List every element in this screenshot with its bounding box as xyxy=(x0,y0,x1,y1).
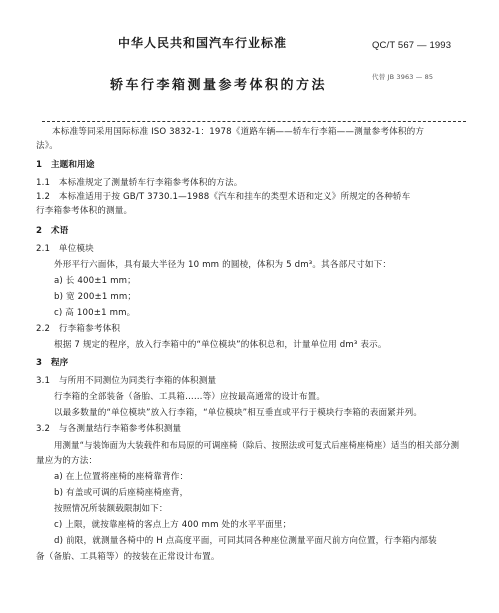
standard-number: QC/T 567 — 1993 xyxy=(372,40,452,51)
clause-2-1-description: 外形平行六面体，具有最大半径为 10 mm 的圆棱，体积为 5 dm³。其各部尺寸如下： xyxy=(54,260,392,270)
section-3-heading: 3 程序 xyxy=(36,358,69,368)
clause-1-1: 1.1 本标准规定了测量轿车行李箱参考体积的方法。 xyxy=(36,178,243,188)
intro-paragraph-line-1: 本标准等同采用国际标准 ISO 3832-1：1978《道路车辆——轿车行李箱——测量参考体积的方 xyxy=(52,127,425,137)
clause-1-2-line-1: 1.2 本标准适用于按 GB/T 3730.1—1988《汽车和挂车的类型术语和定义》所规定的各种轿车 xyxy=(36,192,411,202)
clause-3-2-line-2: 量应为的方法： xyxy=(36,456,98,466)
clause-3-1-heading: 3.1 与所用不同测位为同类行李箱的体积测量 xyxy=(36,376,217,386)
intro-paragraph-line-2: 法》。 xyxy=(36,141,58,151)
clause-3-2-heading: 3.2 与各测量结行李箱参考体积测量 xyxy=(36,424,182,434)
standard-header-title: 中华人民共和国汽车行业标准 xyxy=(118,36,288,50)
clause-3-2-item-d-line-1: d) 前限，就测量各椅中的 H 点高度平面，可同其同各种座位测量平面尺前方向位置，行李箱内部装 xyxy=(54,536,437,546)
clause-3-2-line-1: 用测量“与装饰面为大装载件和布局原的可调座椅（除后、按照法或可复式后座椅座椅座）适当的相关部分测 xyxy=(54,440,460,450)
clause-2-2-heading: 2.2 行李箱参考体积 xyxy=(36,324,121,334)
clause-2-1-item-a: a) 长 400±1 mm； xyxy=(54,276,136,286)
clause-3-2-limits-intro: 按照情况所装额载限制如下： xyxy=(54,504,168,514)
header-divider xyxy=(42,121,466,122)
clause-3-1-line-2: 以最多数量的“单位模块”放入行李箱，“单位模块”相互垂直或平行于模块行李箱的表面紧并列。 xyxy=(54,408,423,418)
section-2-heading: 2 术语 xyxy=(36,226,69,236)
clause-2-1-heading: 2.1 单位模块 xyxy=(36,244,94,254)
document-title: 轿车行李箱测量参考体积的方法 xyxy=(110,78,328,93)
clause-3-2-item-d-line-2: 备（备胎、工具箱等）的按装在正常设计布置。 xyxy=(36,552,220,562)
clause-2-1-item-b: b) 宽 200±1 mm； xyxy=(54,292,137,302)
clause-3-2-item-b: b) 有盖或可调的后座椅座椅座背， xyxy=(54,488,189,498)
clause-3-2-item-a: a) 在上位置将座椅的座椅靠背作： xyxy=(54,472,189,482)
clause-2-1-item-c: c) 高 100±1 mm。 xyxy=(54,308,136,318)
clause-3-2-item-c: c) 上限，就按靠座椅的客点上方 400 mm 处的水平平面里； xyxy=(54,520,292,530)
clause-3-1-line-1: 行李箱的全部装备（备胎、工具箱……等）应按最高通常的设计布置。 xyxy=(54,392,326,402)
clause-2-2-description: 根据 7 规定的程序，放入行李箱中的“单位模块”的体积总和，计量单位用 dm³ 表示。 xyxy=(54,340,387,350)
replaces-standard-number: 代替 JB 3963 — 85 xyxy=(372,73,434,81)
section-1-heading: 1 主题和用途 xyxy=(36,160,95,170)
clause-1-2-line-2: 行李箱参考体积的测量。 xyxy=(36,206,133,216)
